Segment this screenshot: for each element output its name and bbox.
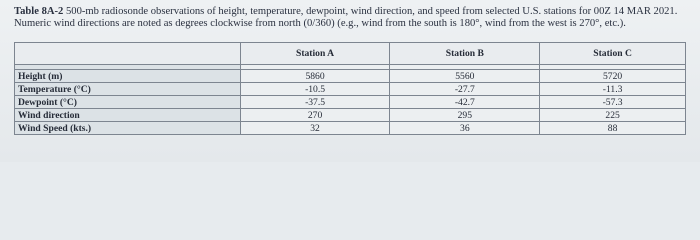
table-row-temperature bbox=[15, 83, 686, 96]
row-label-temperature: Temperature (°C) bbox=[15, 83, 241, 96]
column-header-station-a: Station A bbox=[240, 43, 390, 65]
cell-temperature-station-a: -10.5 bbox=[240, 83, 390, 96]
cell-height-station-c: 5720 bbox=[540, 70, 686, 83]
table-row-wind-speed bbox=[15, 122, 686, 135]
table-row-dewpoint bbox=[15, 96, 686, 109]
corner-cell bbox=[15, 43, 241, 65]
cell-wind-direction-station-b: 295 bbox=[390, 109, 540, 122]
cell-height-station-a: 5860 bbox=[240, 70, 390, 83]
cell-temperature-station-c: -11.3 bbox=[540, 83, 686, 96]
cell-temperature-station-b: -27.7 bbox=[390, 83, 540, 96]
column-header-station-b: Station B bbox=[390, 43, 540, 65]
radiosonde-table bbox=[14, 42, 686, 135]
row-label-dewpoint: Dewpoint (°C) bbox=[15, 96, 241, 109]
cell-wind-speed-station-a: 32 bbox=[240, 122, 390, 135]
column-header-station-c: Station C bbox=[540, 43, 686, 65]
cell-dewpoint-station-b: -42.7 bbox=[390, 96, 540, 109]
cell-dewpoint-station-c: -57.3 bbox=[540, 96, 686, 109]
row-label-height: Height (m) bbox=[15, 70, 241, 83]
cell-height-station-b: 5560 bbox=[390, 70, 540, 83]
table-caption bbox=[14, 6, 690, 30]
table-row-height bbox=[15, 70, 686, 83]
cell-wind-speed-station-b: 36 bbox=[390, 122, 540, 135]
header-row bbox=[15, 43, 686, 65]
cell-dewpoint-station-a: -37.5 bbox=[240, 96, 390, 109]
cell-wind-speed-station-c: 88 bbox=[540, 122, 686, 135]
cell-wind-direction-station-a: 270 bbox=[240, 109, 390, 122]
cell-wind-direction-station-c: 225 bbox=[540, 109, 686, 122]
table-number: Table 8A-2 bbox=[14, 6, 64, 17]
row-label-wind-speed: Wind Speed (kts.) bbox=[15, 122, 241, 135]
row-label-wind-direction: Wind direction bbox=[15, 109, 241, 122]
table-description: 500-mb radiosonde observations of height, temperature, dewpoint, wind direction, and speed from selected U.S. stations for 00Z 14 MAR 2021. Numeric wind directions are noted as degrees clockwise from north (0/360) (e.g., wind from the south is 180°, wind from the west is 270°, etc.). bbox=[14, 6, 678, 29]
table-row-wind-direction bbox=[15, 109, 686, 122]
